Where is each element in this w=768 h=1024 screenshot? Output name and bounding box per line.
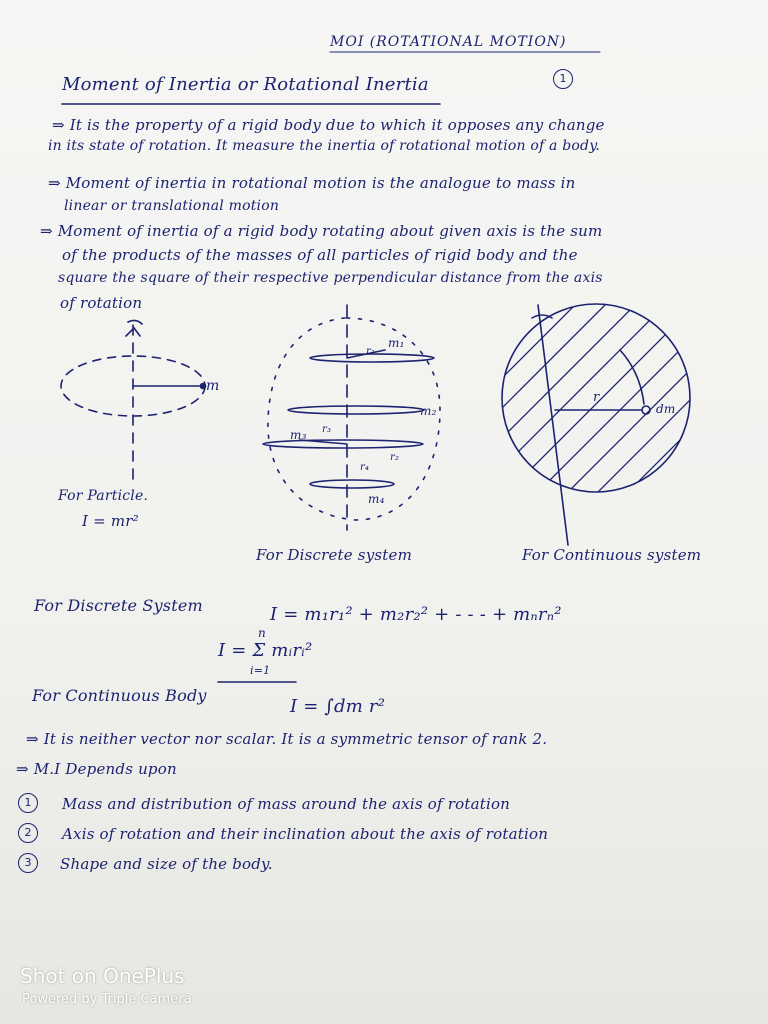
tensor-statement: ⇒ It is neither vector nor scalar. It is a symmetric tensor of rank 2.	[26, 730, 548, 748]
particle-diagram	[61, 320, 206, 480]
particle-mass-label: m	[206, 378, 220, 394]
item-1-text: Mass and distribution of mass around the axis of rotation	[62, 795, 511, 813]
continuous-axis	[538, 305, 568, 545]
particle-mass-dot	[201, 384, 206, 389]
discrete-label-m2: m₂	[420, 404, 437, 418]
sum-definition-line-2: of the products of the masses of all particles of rigid body and the	[62, 246, 578, 264]
watermark-subtitle: Powered by Triple Camera	[22, 992, 192, 1007]
continuous-dm-element	[642, 406, 650, 414]
particle-rotation-arrow	[128, 320, 142, 324]
discrete-system-label: For Discrete System	[34, 596, 203, 615]
page-title: Moment of Inertia or Rotational Inertia	[62, 74, 429, 95]
analogue-line-1: ⇒ Moment of inertia in rotational motion is the analogue to mass in	[48, 174, 576, 192]
sum-definition-line-4: of rotation	[60, 294, 143, 312]
continuous-r-label: r	[593, 390, 600, 405]
continuous-equation: I = ∫dm r²	[290, 696, 386, 717]
discrete-diagram	[263, 305, 440, 530]
definition-line-1: ⇒ It is the property of a rigid body due to which it opposes any change	[52, 116, 605, 134]
discrete-label-m1: m₁	[388, 336, 405, 350]
analogue-line-2: linear or translational motion	[64, 198, 280, 214]
item-2-text: Axis of rotation and their inclination about the axis of rotation	[62, 825, 549, 843]
discrete-label-r1: r₁	[366, 346, 376, 357]
discrete-label-r3: r₃	[322, 424, 332, 435]
discrete-body-outline	[268, 318, 440, 520]
item-3-text: Shape and size of the body.	[60, 855, 273, 873]
sum-upper-limit: n	[258, 626, 266, 640]
particle-caption: For Particle.	[58, 488, 149, 504]
continuous-diagram	[502, 304, 690, 545]
discrete-equation: I = m₁r₁² + m₂r₂² + - - - + mₙrₙ²	[270, 604, 562, 625]
continuous-dm-label: dm	[656, 402, 676, 416]
discrete-label-m4: m₄	[368, 492, 385, 506]
discrete-label-r2: r₂	[390, 452, 400, 463]
chapter-heading: MOI (ROTATIONAL MOTION)	[330, 34, 567, 50]
item-3-number: 3	[18, 853, 38, 873]
particle-formula: I = mr²	[82, 512, 139, 530]
continuous-body-label: For Continuous Body	[32, 686, 207, 705]
continuous-caption: For Continuous system	[522, 546, 702, 564]
sum-lower-limit: i=1	[250, 664, 271, 677]
definition-line-2: in its state of rotation. It measure the inertia of rotational motion of a body.	[48, 138, 601, 154]
depends-heading: ⇒ M.I Depends upon	[16, 760, 177, 778]
sum-definition-line-3: square the square of their respective perpendicular distance from the axis	[58, 270, 603, 286]
item-2-number: 2	[18, 823, 38, 843]
discrete-label-m3: m₃	[290, 428, 307, 442]
discrete-caption: For Discrete system	[256, 546, 412, 564]
discrete-label-r4: r₄	[360, 462, 370, 473]
continuous-axis-rotation	[532, 315, 552, 318]
watermark-brand: Shot on OnePlus	[20, 964, 185, 988]
discrete-disk-4	[310, 480, 394, 488]
discrete-disk-2	[288, 406, 424, 414]
page-number: 1	[553, 69, 573, 89]
discrete-sum-equation: I = Σ mᵢrᵢ²	[218, 640, 313, 661]
item-1-number: 1	[18, 793, 38, 813]
sum-definition-line-1: ⇒ Moment of inertia of a rigid body rotating about given axis is the sum	[40, 222, 603, 240]
